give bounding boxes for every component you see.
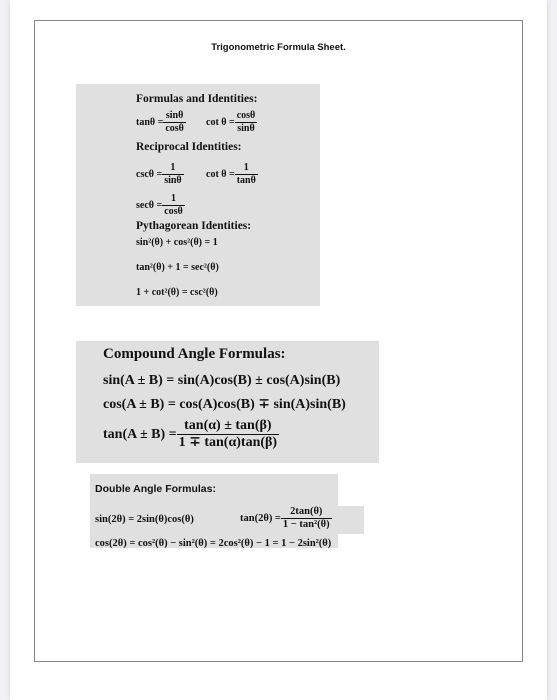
double-tan-fraction [281,506,332,531]
compound-sin-formula: sin(A ± B) = sin(A)cos(B) ± cos(A)sin(B) [103,373,341,388]
sec-identity-fraction [162,193,185,217]
sec-identity [136,193,185,217]
tan-identity [136,110,186,134]
csc-identity-fraction [162,162,183,186]
cot-identity [206,110,257,134]
double-cos-formula: cos(2θ) = cos²(θ) − sin²(θ) = 2cos²(θ) − 1 = 1 − 2sin²(θ) [95,538,332,549]
cot-identity-fraction [235,110,258,134]
reciprocal-cot-fraction [235,162,258,186]
compound-tan-formula [103,418,279,451]
csc-identity-numerator: 1 [162,162,183,175]
tan-identity-numerator: sinθ [163,110,186,123]
double-heading: Double Angle Formulas: [95,483,216,495]
sec-identity-denominator: cosθ [164,205,183,217]
reciprocal-cot-identity [206,162,258,186]
reciprocal-heading: Reciprocal Identities: [136,141,242,153]
double-tan-lhs: tan(2θ) = [240,513,281,525]
pythagorean-identity-1: sin²(θ) + cos²(θ) = 1 [136,237,218,248]
cot-identity-lhs: cot θ = [206,116,235,128]
compound-cos-formula: cos(A ± B) = cos(A)cos(B) ∓ sin(A)sin(B) [103,397,346,412]
csc-identity-denominator: sinθ [164,174,182,186]
compound-tan-lhs: tan(A ± B) = [103,426,177,442]
compound-tan-denominator: 1 ∓ tan(α)tan(β) [178,435,278,451]
double-sin-formula: sin(2θ) = 2sin(θ)cos(θ) [95,514,194,525]
pythagorean-identity-2: tan²(θ) + 1 = sec²(θ) [136,262,219,273]
document-page [10,0,547,700]
reciprocal-cot-lhs: cot θ = [206,168,235,180]
compound-tan-numerator: tan(α) ± tan(β) [177,418,279,435]
pythagorean-identity-3: 1 + cot²(θ) = csc²(θ) [136,287,218,298]
csc-identity-lhs: cscθ = [136,168,163,180]
cot-identity-numerator: cosθ [236,110,256,121]
sec-identity-lhs: secθ = [136,199,163,211]
tan-identity-fraction [163,110,186,134]
identities-heading: Formulas and Identities: [136,93,258,105]
double-tan-formula [240,506,332,531]
tan-identity-denominator: cosθ [165,122,184,134]
reciprocal-cot-numerator: 1 [235,162,258,175]
csc-identity [136,162,184,186]
double-tan-denominator: 1 − tan²(θ) [282,519,330,531]
sec-identity-numerator: 1 [162,193,185,206]
reciprocal-cot-denominator: tanθ [236,174,256,186]
cot-identity-denominator: sinθ [237,122,255,134]
tan-identity-lhs: tanθ = [136,116,164,128]
double-tan-numerator: 2tan(θ) [281,506,332,519]
pythagorean-heading: Pythagorean Identities: [136,220,252,232]
compound-heading: Compound Angle Formulas: [103,346,286,362]
compound-tan-fraction [177,418,279,451]
document-title: Trigonometric Formula Sheet. [211,42,346,53]
